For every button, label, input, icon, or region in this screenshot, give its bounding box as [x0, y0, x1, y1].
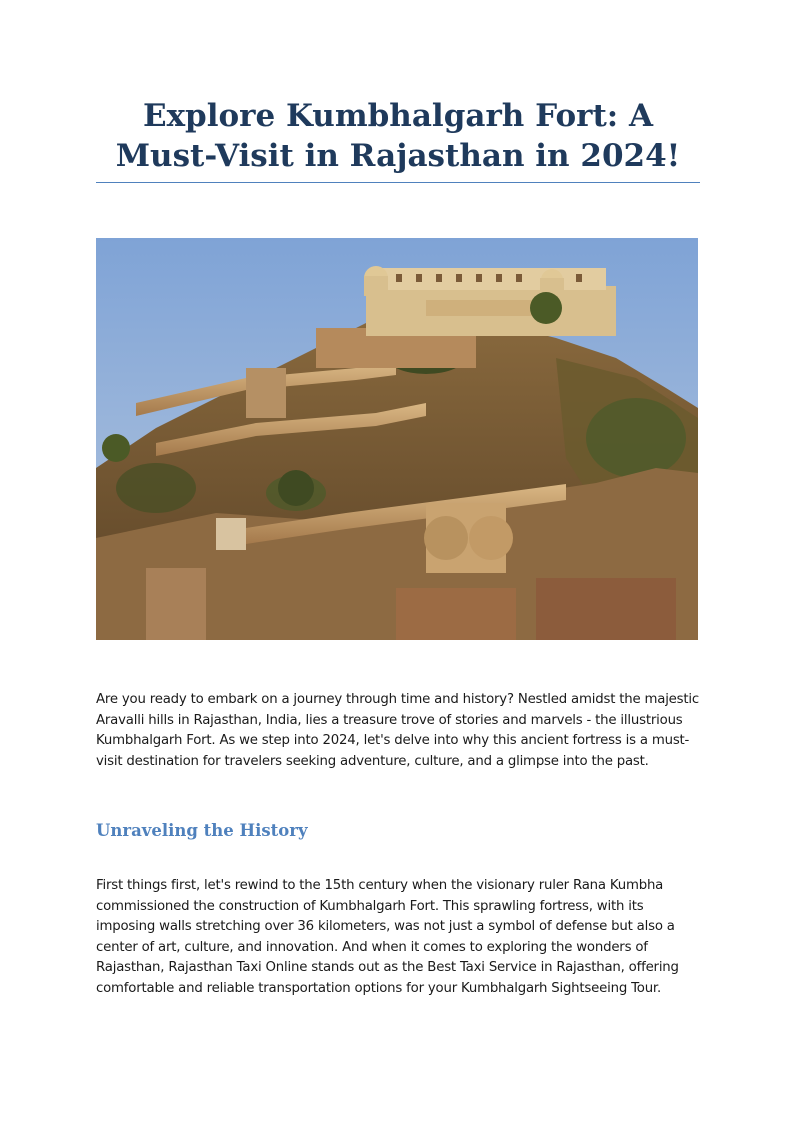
page-title: Explore Kumbhalgarh Fort: A Must-Visit in Rajasthan in 2024! — [115, 98, 681, 174]
hero-image — [96, 238, 698, 640]
intro-paragraph: Are you ready to embark on a journey through time and history? Nestled amidst the majestic Aravalli hills in Rajasthan, India, lies a treasure trove of stories and marvels - the illustrious Kumbhalgarh Fort. As we step into 2024, let's delve into why this ancient fortress is a must-visit destination for travelers seeking adventure, culture, and a glimpse into the past. — [96, 692, 700, 769]
section-heading: Unraveling the History — [96, 821, 308, 840]
history-paragraph: First things first, let's rewind to the 15th century when the visionary ruler Rana Kumbha commissioned the construction of Kumbhalgarh Fort. This sprawling fortress, with its imposing walls stretching over 36 kilometers, was not just a symbol of defense but also a center of art, culture, and innovation. And when it comes to exploring the wonders of Rajasthan, Rajasthan Taxi Online stands out as the Best Taxi Service in Rajasthan, offering comfortable and reliable transportation options for your Kumbhalgarh Sightseeing Tour. — [96, 878, 679, 996]
title-divider — [96, 182, 700, 183]
